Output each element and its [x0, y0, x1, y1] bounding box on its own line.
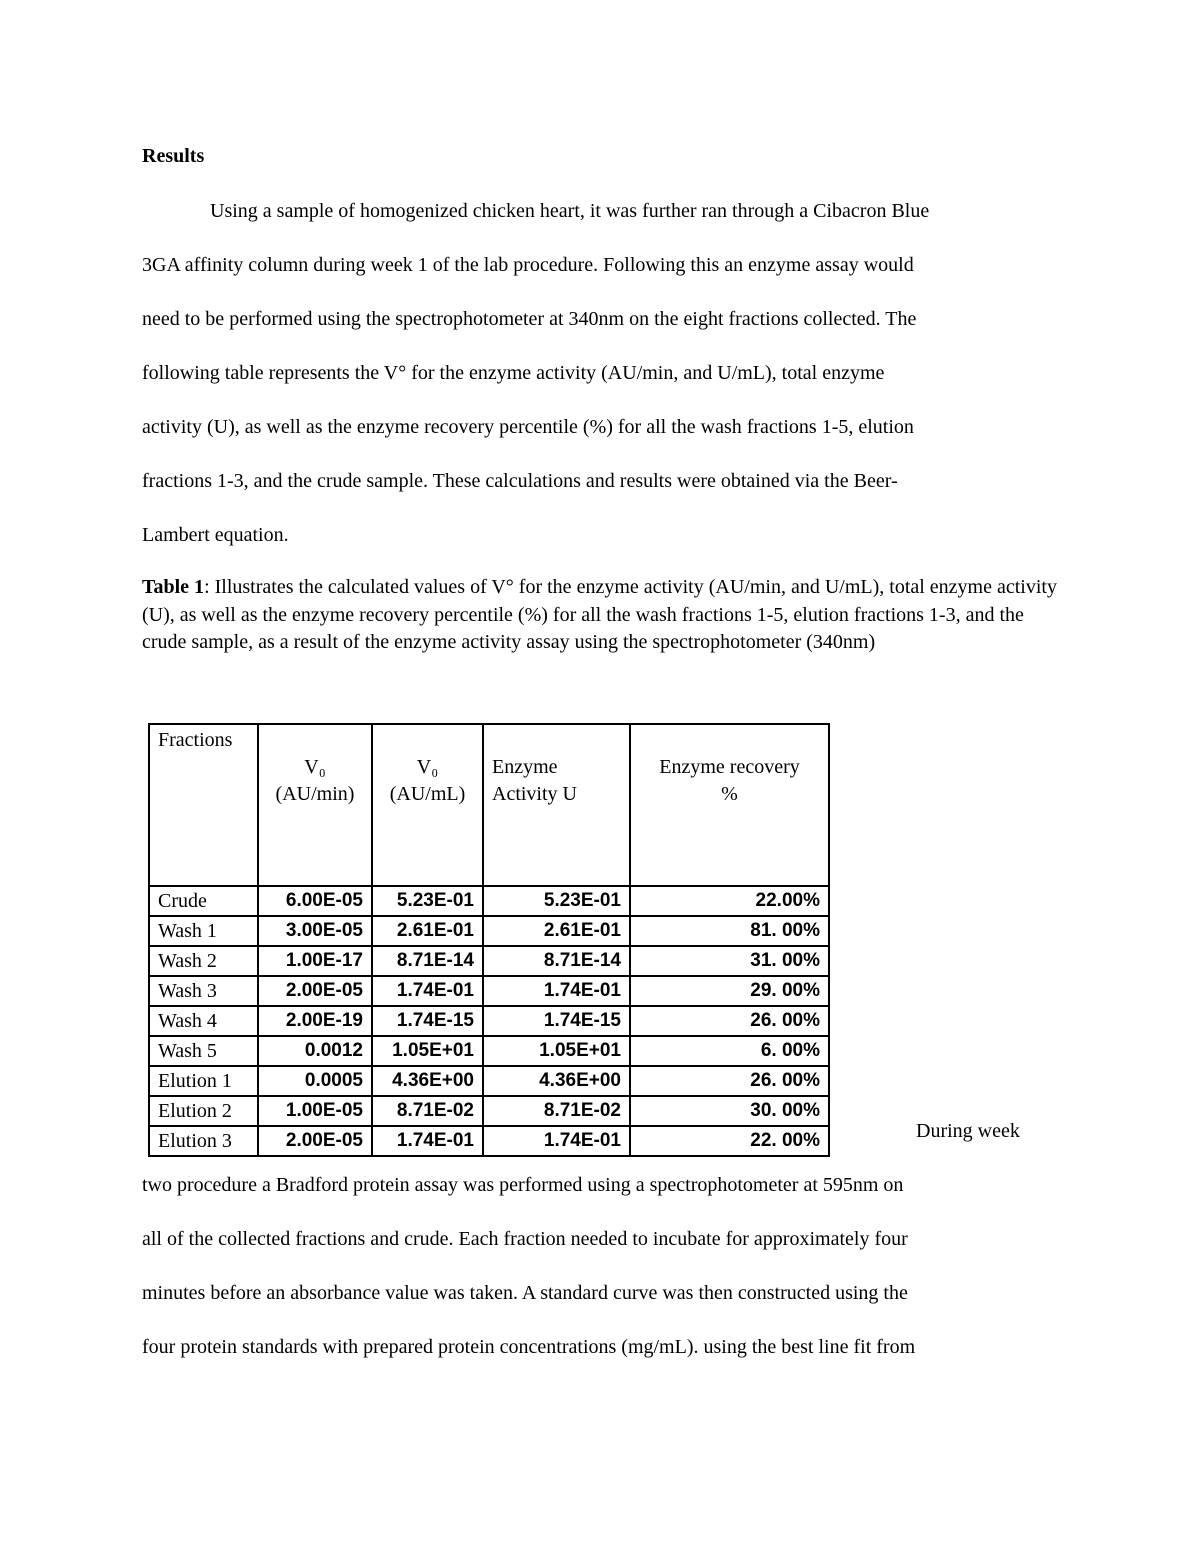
cell-activity: 1.74E-01 — [483, 1126, 630, 1156]
header-enzyme-recovery: Enzyme recovery % — [630, 724, 829, 886]
cell-fraction: Wash 2 — [149, 946, 258, 976]
cell-v0-min: 2.00E-19 — [258, 1006, 372, 1036]
table-row — [149, 946, 829, 976]
cell-activity: 1.74E-01 — [483, 976, 630, 1006]
cell-recovery: 6. 00% — [630, 1036, 829, 1066]
table-row — [149, 1006, 829, 1036]
table-row — [149, 916, 829, 946]
cell-recovery: 22. 00% — [630, 1126, 829, 1156]
cell-recovery: 29. 00% — [630, 976, 829, 1006]
cell-recovery: 30. 00% — [630, 1096, 829, 1126]
intro-line-1: Using a sample of homogenized chicken heart, it was further ran through a Cibacron Blue — [210, 200, 930, 222]
intro-line-6: fractions 1-3, and the crude sample. These calculations and results were obtained via the Beer- — [142, 470, 898, 492]
cell-fraction: Wash 3 — [149, 976, 258, 1006]
cell-activity: 2.61E-01 — [483, 916, 630, 946]
table-row — [149, 976, 829, 1006]
cell-v0-ml: 1.74E-01 — [372, 1126, 483, 1156]
cell-v0-ml: 8.71E-02 — [372, 1096, 483, 1126]
body-line-1: two procedure a Bradford protein assay was performed using a spectrophotometer at 595nm on — [142, 1174, 904, 1196]
cell-v0-ml: 1.05E+01 — [372, 1036, 483, 1066]
cell-v0-ml: 1.74E-01 — [372, 976, 483, 1006]
cell-v0-ml: 2.61E-01 — [372, 916, 483, 946]
header-fractions: Fractions — [149, 724, 258, 886]
cell-v0-min: 6.00E-05 — [258, 886, 372, 916]
cell-fraction: Wash 4 — [149, 1006, 258, 1036]
intro-line-2: 3GA affinity column during week 1 of the lab procedure. Following this an enzyme assay would — [142, 254, 914, 276]
cell-v0-ml: 8.71E-14 — [372, 946, 483, 976]
cell-recovery: 26. 00% — [630, 1006, 829, 1036]
cell-activity: 8.71E-02 — [483, 1096, 630, 1126]
section-heading: Results — [142, 145, 205, 167]
cell-activity: 1.74E-15 — [483, 1006, 630, 1036]
cell-fraction: Elution 1 — [149, 1066, 258, 1096]
table-row — [149, 1036, 829, 1066]
cell-activity: 5.23E-01 — [483, 886, 630, 916]
cell-activity: 8.71E-14 — [483, 946, 630, 976]
cell-recovery: 22.00% — [630, 886, 829, 916]
header-v0-au-ml: V₀ (AU/mL) — [372, 724, 483, 886]
cell-v0-ml: 4.36E+00 — [372, 1066, 483, 1096]
table-row — [149, 1096, 829, 1126]
table-row — [149, 1066, 829, 1096]
cell-recovery: 31. 00% — [630, 946, 829, 976]
table-row — [149, 1126, 829, 1156]
table-caption-label: Table 1 — [142, 576, 205, 598]
body-line-2: all of the collected fractions and crude. Each fraction needed to incubate for approximately four — [142, 1228, 908, 1250]
table-header-row — [149, 724, 829, 886]
cell-v0-ml: 5.23E-01 — [372, 886, 483, 916]
body-line-4: four protein standards with prepared protein concentrations (mg/mL). using the best line fit from — [142, 1336, 916, 1358]
header-v0-au-min: V₀ (AU/min) — [258, 724, 372, 886]
cell-v0-min: 0.0012 — [258, 1036, 372, 1066]
cell-recovery: 26. 00% — [630, 1066, 829, 1096]
body-line-3: minutes before an absorbance value was taken. A standard curve was then constructed using the — [142, 1282, 908, 1304]
cell-v0-min: 2.00E-05 — [258, 1126, 372, 1156]
cell-activity: 4.36E+00 — [483, 1066, 630, 1096]
cell-v0-min: 1.00E-05 — [258, 1096, 372, 1126]
table-caption-text: : Illustrates the calculated values of V° for the enzyme activity (AU/min, and U/mL), total enzyme activity (U), as well as the enzyme recovery percentile (%) for all the wash fractions 1-5, elution fractions 1-3, and the crude sample, as a result of the enzyme activity assay using the spectrophotometer (340nm) — [142, 576, 1057, 653]
cell-fraction: Wash 1 — [149, 916, 258, 946]
cell-v0-ml: 1.74E-15 — [372, 1006, 483, 1036]
intro-line-3: need to be performed using the spectrophotometer at 340nm on the eight fractions collected. The — [142, 308, 917, 330]
table-row — [149, 886, 829, 916]
wrap-text-beside-table: During week — [916, 1120, 1020, 1142]
table-caption — [142, 574, 1062, 657]
intro-line-5: activity (U), as well as the enzyme recovery percentile (%) for all the wash fractions 1-5, elution — [142, 416, 914, 438]
cell-v0-min: 3.00E-05 — [258, 916, 372, 946]
cell-recovery: 81. 00% — [630, 916, 829, 946]
cell-v0-min: 1.00E-17 — [258, 946, 372, 976]
intro-line-7: Lambert equation. — [142, 524, 289, 546]
intro-line-4: following table represents the V° for the enzyme activity (AU/min, and U/mL), total enzyme — [142, 362, 885, 384]
cell-fraction: Crude — [149, 886, 258, 916]
cell-v0-min: 0.0005 — [258, 1066, 372, 1096]
cell-fraction: Wash 5 — [149, 1036, 258, 1066]
cell-fraction: Elution 2 — [149, 1096, 258, 1126]
header-enzyme-activity: Enzyme Activity U — [483, 724, 630, 886]
enzyme-activity-table — [148, 723, 830, 1157]
cell-v0-min: 2.00E-05 — [258, 976, 372, 1006]
cell-fraction: Elution 3 — [149, 1126, 258, 1156]
cell-activity: 1.05E+01 — [483, 1036, 630, 1066]
